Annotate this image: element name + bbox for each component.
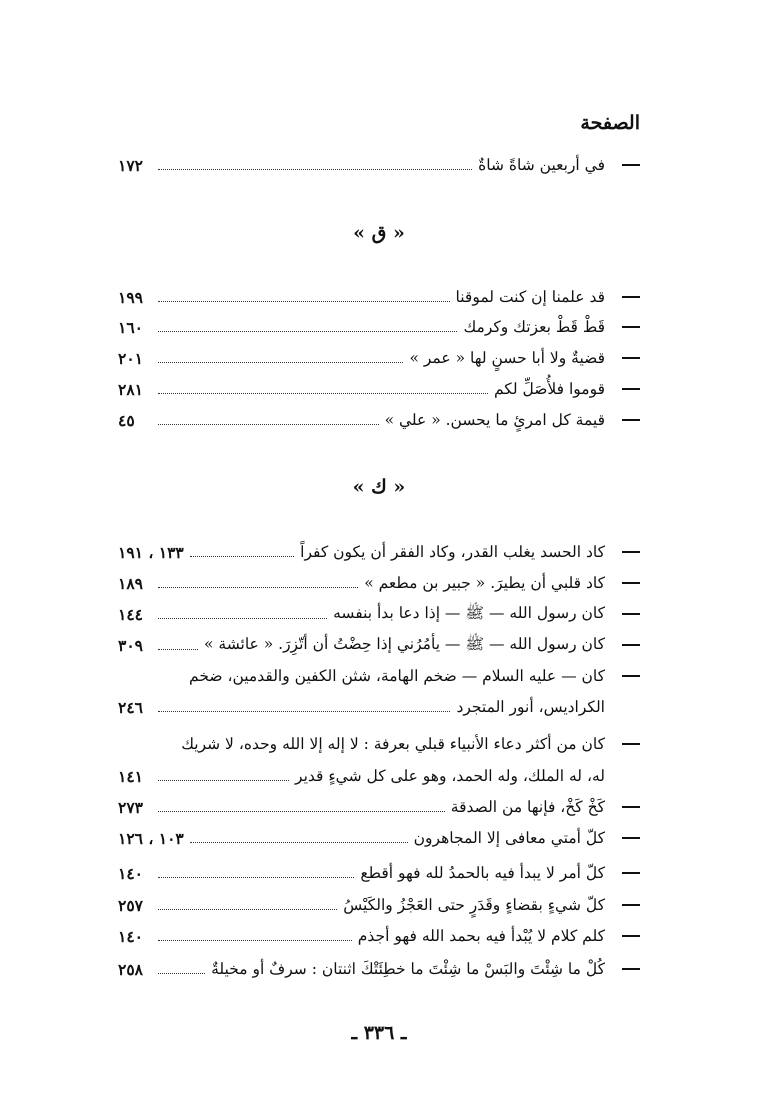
entry-text: كان — عليه السلام — ضخم الهامة، شثن الكفين والقدمين، ضخم xyxy=(189,667,605,685)
dash-marker xyxy=(622,551,640,553)
index-entry xyxy=(118,921,640,951)
entry-page: ١٤١ xyxy=(118,766,143,786)
entry-text: الكراديس، أنور المتجرد xyxy=(456,698,605,716)
index-entry xyxy=(118,858,640,888)
leader-dots xyxy=(158,393,488,394)
entry-text: قوموا فلأُصَلِّ لكم xyxy=(493,380,605,398)
entry-text: كلّ شيءٍ بقضاءٍ وقَدَرٍ حتى العَجْزُ والكَيْسُ xyxy=(343,896,605,914)
entry-text: كان رسول الله — ﷺ — إذا دعا بدأ بنفسه xyxy=(333,603,605,622)
entry-page: ١٠٣ ، ١٢٦ xyxy=(118,828,184,848)
page-number: ـ ٣٣٦ ـ xyxy=(351,1022,407,1044)
entry-page: ١٤٠ xyxy=(118,926,143,946)
index-entry-continuation xyxy=(118,761,640,791)
entry-page: ١٣٣ ، ١٩١ xyxy=(118,542,184,562)
entry-text: قد علمنا إن كنت لموقنا xyxy=(455,288,605,306)
entry-page: ١٧٢ xyxy=(118,155,143,175)
leader-dots xyxy=(158,711,450,712)
dash-marker xyxy=(622,296,640,298)
entry-text: كاد الحسد يغلب القدر، وكاد الفقر أن يكون كفراً xyxy=(300,543,605,561)
dash-marker xyxy=(622,164,640,166)
entry-page: ٤٥ xyxy=(118,410,135,430)
leader-dots xyxy=(190,556,294,557)
entry-text: كلم كلام لا يُبْدأ فيه بحمد الله فهو أجذم xyxy=(357,927,605,945)
dash-marker xyxy=(622,582,640,584)
leader-dots xyxy=(158,301,450,302)
leader-dots xyxy=(158,424,379,425)
leader-dots xyxy=(158,973,205,974)
index-entry xyxy=(118,599,640,629)
index-entry xyxy=(118,282,640,312)
dash-marker xyxy=(622,613,640,615)
index-entry xyxy=(118,405,640,435)
entry-text: كان رسول الله — ﷺ — يأمُرُني إذا حِضْتُ أن أتّزِرَ. « عائشة » xyxy=(203,634,605,653)
index-entry xyxy=(118,374,640,404)
dash-marker xyxy=(622,388,640,390)
index-entry xyxy=(118,729,640,759)
index-entry xyxy=(118,954,640,984)
dash-marker xyxy=(622,357,640,359)
entry-text: قضيةٌ ولا أبا حسنٍ لها « عمر » xyxy=(409,349,605,367)
entry-text: في أربعين شاةً شاةٌ xyxy=(478,156,605,174)
leader-dots xyxy=(158,649,198,650)
dash-marker xyxy=(622,837,640,839)
dash-marker xyxy=(622,806,640,808)
index-entry xyxy=(118,150,640,180)
index-entry xyxy=(118,823,640,853)
entry-text: كان من أكثر دعاء الأنبياء قبلي بعرفة : لا إله إلا الله وحده، لا شريك xyxy=(181,735,605,753)
index-entry xyxy=(118,630,640,660)
entry-text: كُلْ ما شِئْتَ والبَسْ ما شِئْتَ ما خطِئَتْكَ اثنتان : سرفٌ أو مخيلةٌ xyxy=(211,960,605,978)
entry-text: كلّ أمر لا يبدأ فيه بالحمدُ لله فهو أقطع xyxy=(360,864,605,882)
index-entry xyxy=(118,343,640,373)
entry-page: ١٨٩ xyxy=(118,573,143,593)
index-entry xyxy=(118,890,640,920)
entry-page: ٢٤٦ xyxy=(118,697,143,717)
entry-page: ١٩٩ xyxy=(118,287,143,307)
entry-text: قَطْ قَطْ بعزتك وكرمك xyxy=(463,318,605,336)
leader-dots xyxy=(158,331,457,332)
index-entry xyxy=(118,792,640,822)
index-entry xyxy=(118,661,640,691)
index-entry xyxy=(118,537,640,567)
entry-text: له، له الملك، وله الحمد، وهو على كل شيءٍ قدير xyxy=(295,767,605,785)
entry-page: ١٤٤ xyxy=(118,604,143,624)
entry-page: ٢٧٣ xyxy=(118,797,143,817)
leader-dots xyxy=(158,780,289,781)
dash-marker xyxy=(622,326,640,328)
leader-dots xyxy=(158,362,403,363)
entry-page: ٢٥٨ xyxy=(118,959,143,979)
leader-dots xyxy=(158,909,337,910)
section-heading-kaf: « ك » xyxy=(352,476,406,498)
entry-page: ١٦٠ xyxy=(118,317,143,337)
dash-marker xyxy=(622,743,640,745)
leader-dots xyxy=(158,587,358,588)
leader-dots xyxy=(190,842,408,843)
leader-dots xyxy=(158,877,354,878)
dash-marker xyxy=(622,968,640,970)
entry-text: كاد قلبي أن يطيرَ. « جبير بن مطعم » xyxy=(364,574,605,592)
dash-marker xyxy=(622,419,640,421)
entry-text: قيمة كل امرئٍ ما يحسن. « علي » xyxy=(384,411,605,429)
leader-dots xyxy=(158,618,327,619)
entry-page: ٢٥٧ xyxy=(118,895,143,915)
entry-text: كلّ أمتي معافى إلا المجاهرون xyxy=(413,829,605,847)
dash-marker xyxy=(622,904,640,906)
section-heading-qaf: « ق » xyxy=(353,222,405,244)
dash-marker xyxy=(622,675,640,677)
leader-dots xyxy=(158,940,352,941)
index-entry-continuation xyxy=(118,692,640,722)
entry-text: كَخْ كَخْ، فإنها من الصدقة xyxy=(450,798,605,816)
dash-marker xyxy=(622,935,640,937)
index-entry xyxy=(118,312,640,342)
index-entry xyxy=(118,568,640,598)
page-column-header: الصفحة xyxy=(580,112,640,134)
entry-page: ٢٨١ xyxy=(118,379,143,399)
entry-page: ٢٠١ xyxy=(118,348,143,368)
entry-page: ١٤٠ xyxy=(118,863,143,883)
leader-dots xyxy=(158,169,472,170)
entry-page: ٣٠٩ xyxy=(118,635,143,655)
dash-marker xyxy=(622,644,640,646)
dash-marker xyxy=(622,872,640,874)
leader-dots xyxy=(158,811,445,812)
